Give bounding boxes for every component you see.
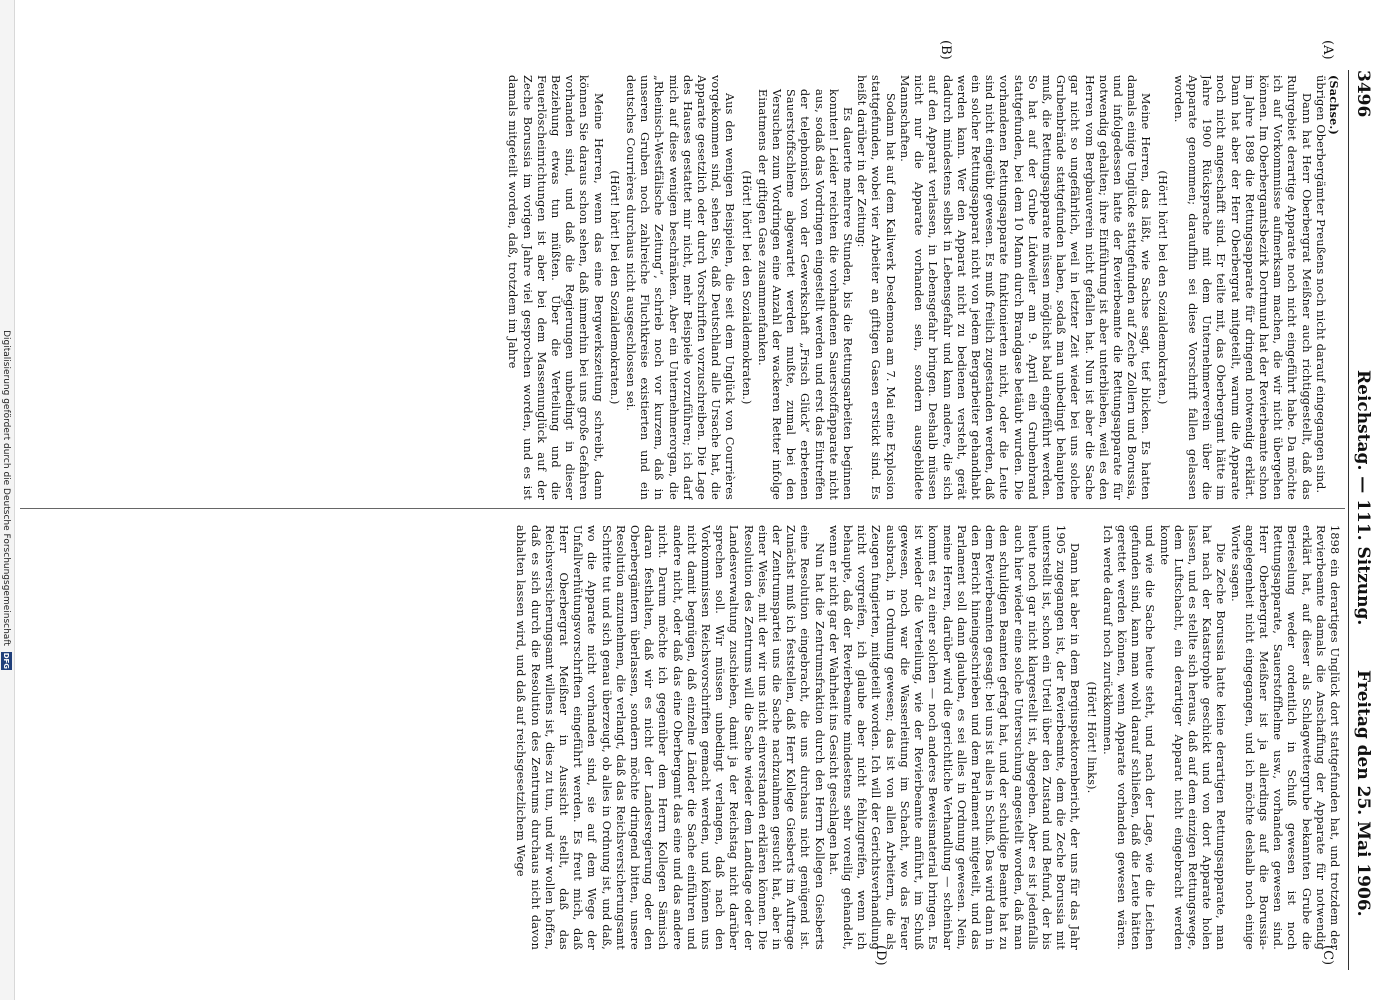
- paragraph: Dann hat aber in dem Bergiuspektorenbericht, der uns für das Jahr 1905 zugegangen ist, der Revierbeamte, dem die Zeche Borussia mit unterstellt ist, schon ein Urteil über den Zustand und Befund, der bis heute noch gar nicht klargestellt ist, abgegeben. Aber es ist jedenfalls auch hier wieder eine solche Untersuchung angestellt worden, daß man den schuldigen Beamten gefragt hat, und der schuldige Beamte hat zu dem Revierbeamten gesagt: bei uns ist alles in Schuß. Das wird dann in den Bericht hineingeschrieben und dem Parlament mitgeteilt, und das Parlament soll dann glauben, es sei alles in Ordnung gewesen. Nein, meine Herren, darüber wird die gerichtliche Verhandlung — scheinbar kommt es zu einer solchen — noch anderes Beweismaterial bringen. Es ist wieder die Verteilung, wie der Revierbeamte anführt, im Schuß gewesen, noch war die Wasserleitung im Schacht, wo das Feuer ausbrach, in Ordnung gewesen; das ist von allen Arbeitern, die als Zeugen fungierten, mitgeteilt worden. Ich will der Gerichtsverhandlung nicht vorgreifen, ich glaube aber nicht fehlzugreifen, wenn ich behaupte, daß der Revierbeamte mindestens sehr voreilig gehandelt, wenn er nicht gar der Wahrheit ins Gesicht geschlagen hat.: [826, 525, 1082, 950]
- dfg-logo-icon: DFG: [2, 652, 11, 670]
- paragraph: Dann hat Herr Oberbergrat Meißner auch richtiggestellt, daß das Ruhrgebiet derartige Apparate noch nicht eingeführt habe. Da möchte ich auf Vorkommnisse aufmerksam machen, die wir nicht übergehen können. Im Oberbergamtsbezirk Dortmund hat der Revierbeamte schon im Jahre 1898 die Rettungsapparate für dringend notwendig erklärt. Dann hat aber der Herr Oberbergrat mitgeteilt, warum die Apparate noch nicht angeschafft sind. Er teilte mit, das Oberbergamt hätte im Jahre 1900 Rücksprache mit dem Unternehmerverein über die Apparate genommen; daraufhin sei diese Vorschrift fallen gelassen worden.: [1171, 75, 1313, 500]
- interjection: (Hört! hört! bei den Sozialdemokraten.): [607, 170, 621, 405]
- interjection: (Hört! hört! bei den Sozialdemokraten.): [739, 170, 753, 405]
- left-column: [21, 75, 1341, 500]
- paragraph: und wie die Sache heute steht, und nach der Lage, wie die Leichen gefunden sind, kann man wohl darauf schließen, daß die Leute hätten gerettet werden können, wenn Apparate vorhanden gewesen wären. Ich werde darauf noch zurückkommen.: [1100, 525, 1157, 950]
- paragraph: Sodann hat auf dem Kaliwerk Desdemona am 7. Mai eine Explosion stattgefunden, wobei vier Arbeiter an giftigen Gasen erstickt sind. Es heißt darüber in der Zeitung:: [855, 75, 897, 500]
- margin-marker-d: (D): [873, 945, 888, 966]
- paragraph: 1898 ein derartiges Unglück dort stattgefunden hat, und trotzdem der Revierbeamte damals die Anschaffung der Apparate für notwendig erklärt hat, auf dieser als Schlagwettergrube bekannten Grube die Berieselung weder ordentlich in Schuß gewesen ist noch Rettungsapparate, Sauerstoffhelme usw., vorhanden gewesen sind. Herr Oberbergrat Meißner ist ja allerdings auf die Borussia-angelegenheit nicht eingegangen, und ich möchte deshalb noch einige Worte sagen.: [1228, 525, 1341, 950]
- page-number: 3496: [1353, 70, 1373, 118]
- paragraph: Meine Herren, wenn das eine Bergwerkszeitung schreibt, dann können Sie daraus schon sehen, daß immerhin bei uns große Gefahren vorhanden sind, und daß die Regierungen unbedingt in dieser Beziehung etwas tun müßten. Über die Verteilung und die Feuerlöscheinrichtungen ist aber bei dem Massenunglück auf der Zeche Borussia im vorigen Jahre viel gesprochen worden, und es ist damals mitgeteilt worden, daß, trotzdem im Jahre: [506, 75, 605, 500]
- paragraph: Die Zeche Borussia hatte keine derartigen Rettungsapparate, man hat nach der Katastrophe geschickt und von dort Apparate holen lassen, und es stellte sich heraus, daß auf dem einzigen Rettungswege, dem Luftschacht, ein derartiger Apparat nicht eingebracht werden konnte: [1157, 525, 1228, 950]
- margin-marker-c: (C): [1320, 945, 1335, 966]
- quotation: Es dauerte mehrere Stunden, bis die Rettungsarbeiten beginnen konnten! Leider reichten die vorhandenen Sauerstoffapparate nicht aus, sodaß das Vordringen eingestellt werden und erst das Eintreffen der telephonisch von der Gewerkschaft „Frisch Glück“ erbetenen Sauerstoffschleme abgewartet werden mußte, zumal bei den Versuchen zum Vordringen eine Anzahl der wackeren Retter infolge Einatmens der giftigen Gase zusammenfanken.: [755, 89, 855, 500]
- interjection: (Hört! Hört! links).: [1084, 681, 1098, 794]
- margin-marker-b: (B): [938, 40, 953, 60]
- interjection: (Hört! hört! bei den Sozialdemokraten.): [1155, 170, 1169, 405]
- session-date: Freitag den 25. Mai 1906.: [1353, 670, 1373, 917]
- digitization-credit: [0, 0, 15, 1000]
- margin-marker-a: (A): [1320, 40, 1335, 60]
- paragraph: Aus den wenigen Beispielen, die seit dem Unglück von Courrières vorgekommen sind, sehen Sie, daß Deutschland alle Ursache hat, die Apparate gesetzlich oder durch Vorschriften vorzuschreiben. Die Lage des Hauses gestattet mir nicht, mehr Beispiele vorzuführen; ich darf mich auf diese wenigen beschränken. Aber ein Unternehmerorgan, die „Rheinisch-Westfälische Zeitung“, schrieb noch vor kurzem, daß in unseren Gruben noch zahlreiche Fluchtkreise existierten und ein deutsches Courrières durchaus nicht ausgeschlossen sei.: [624, 75, 737, 500]
- page-title: Reichstag. — 111. Sitzung.: [1353, 370, 1373, 626]
- page-header: [1348, 70, 1375, 970]
- column-divider: [20, 508, 1345, 509]
- paragraph: übrigen Oberbergämter Preußens noch nicht darauf eingegangen sind.: [1313, 75, 1327, 494]
- paragraph: Meine Herren, das läßt, wie Sachse sagt, tief blicken. Es hatten damals einige Unglücke stattgefunden auf Zeche Zollern und Borussia, und infolgedessen hatte der Revierbeamte die Rettungsapparate für notwendig gehalten; ihre Einführung ist aber unterblieben, weil es den Herren vom Bergbauverein nicht gefallen hat. Nun ist aber die Sache gar nicht so ungefährlich, weil in letzter Zeit wieder bei uns solche Grubenbrände stattgefunden haben, sodaß man unbedingt behaupten muß, die Rettungsapparate müssen möglichst bald eingeführt werden. So hat auf der Grube Lüdweiler am 9. April ein Grubenbrand stattgefunden, bei dem 10 Mann durch Brandgase betäubt wurden. Die vorhandenen Rettungsapparate funktionierten nicht, oder die Leute sind nicht eingeübt gewesen. Es muß freilich zugestanden werden, daß ein solcher Rettungsapparat nicht von jedem Bergarbeiter gehandhabt werden kann. Wer den Apparat nicht zu bedienen versteht, gerät dadurch mindestens selbst in Lebensgefahr und kann andere, die sich auf den Apparat verlassen, in Lebensgefahr bringen. Deshalb müssen nicht nur die Apparate vorhanden sein, sondern ausgebildete Mannschaften.: [897, 75, 1153, 500]
- right-column: [21, 525, 1341, 950]
- speaker-name: (Sachse.): [1327, 75, 1341, 135]
- credit-text: Digitalisierung gefördert durch die Deutsche Forschungsgemeinschaft: [1, 330, 12, 646]
- paragraph: Nun hat die Zentrumsfraktion durch den Herrn Kollegen Giesberts eine Resolution eingebracht, die uns durchaus nicht genügend ist. Zunächst muß ich feststellen, daß Herr Kollege Giesberts im Auftrage der Zentrumspartei uns die Sache nachzuahmen gesucht hat, aber in einer Weise, mit der wir uns nicht einverstanden erklären können. Die Resolution des Zentrums will die Sache wieder dem Landtage oder der Landesverwaltung zuschieben, damit ja der Reichstag nicht darüber sprechen soll. Wir müssen unbedingt verlangen, daß nach den Vorkommnissen Reichsvorschriften gemacht werden, und können uns nicht damit begnügen, daß einzelne Länder die Sache einführen und andere nicht, oder daß das eine Oberbergamt das eine und das andere nicht. Darum möchte ich gegenüber dem Herrn Kollegen Sämisch daran festhalten, daß wir es nicht der Landesregierung oder den Oberbergämtern überlassen, sondern möchte dringend bitten, unsere Resolution anzunehmen, die verlangt, daß das Reichsversicherungsamt Schritte tut und sich genau überzeugt, ob alles in Ordnung ist, und daß, wo die Apparate nicht vorhanden sind, sie auf dem Wege der Unfallverhütungsvorschriften eingeführt werden. Es freut mich, daß Herr Oberbergrat Meißner in Aussicht stellt, daß das Reichsversicherungsamt willens ist, dies zu tun, und wir wollen hoffen, daß es sich durch die Resolution des Zentrums durchaus nicht davon abhalten lassen wird, und daß auf reichsgesetzlichem Wege: [514, 525, 826, 950]
